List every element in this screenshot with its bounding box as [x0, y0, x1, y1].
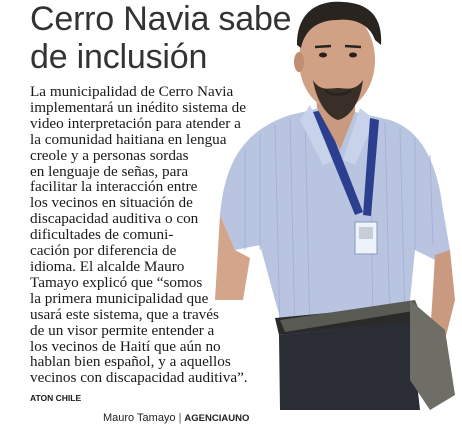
- caption-separator: |: [178, 412, 182, 424]
- body-line: usará este sistema, que a través: [30, 305, 219, 323]
- body-line: creole y a personas sordas: [30, 146, 189, 164]
- body-line: hablan bien español, y a aquellos: [30, 353, 231, 371]
- body-line: la primera municipalidad que: [30, 289, 209, 307]
- body-line: la comunidad haitiana en lengua: [30, 130, 227, 148]
- body-line: vecinos con discapacidad auditiva”.: [30, 369, 248, 387]
- body-line: video interpretación para atender a: [30, 114, 241, 132]
- text-credit: ATON CHILE: [30, 393, 82, 403]
- photo-caption: [103, 412, 249, 424]
- body-line: cación por diferencia de: [30, 242, 177, 260]
- article-body: [30, 84, 280, 386]
- headline-line-2: de inclusión: [30, 38, 208, 76]
- body-line: discapacidad auditiva o con: [30, 210, 199, 228]
- body-line: de un visor permite entender a: [30, 321, 215, 339]
- body-line: La municipalidad de Cerro Navia: [30, 83, 234, 100]
- caption-name: Mauro Tamayo: [103, 412, 176, 424]
- article-headline: [30, 0, 290, 76]
- body-line: facilitar la interacción entre: [30, 178, 198, 196]
- body-line: dificultades de comuni-: [30, 226, 174, 244]
- body-line: los vecinos en situación de: [30, 194, 193, 212]
- headline-line-1: Cerro Navia sabe: [30, 0, 292, 38]
- body-line: implementará un inédito sistema de: [30, 98, 246, 116]
- body-line: los vecinos de Haití que aún no: [30, 337, 221, 355]
- caption-agency: AGENCIAUNO: [184, 413, 250, 424]
- body-line: idioma. El alcalde Mauro: [30, 257, 185, 275]
- body-line: Tamayo explicó que “somos: [30, 273, 203, 291]
- body-line: en lenguaje de señas, para: [30, 162, 189, 180]
